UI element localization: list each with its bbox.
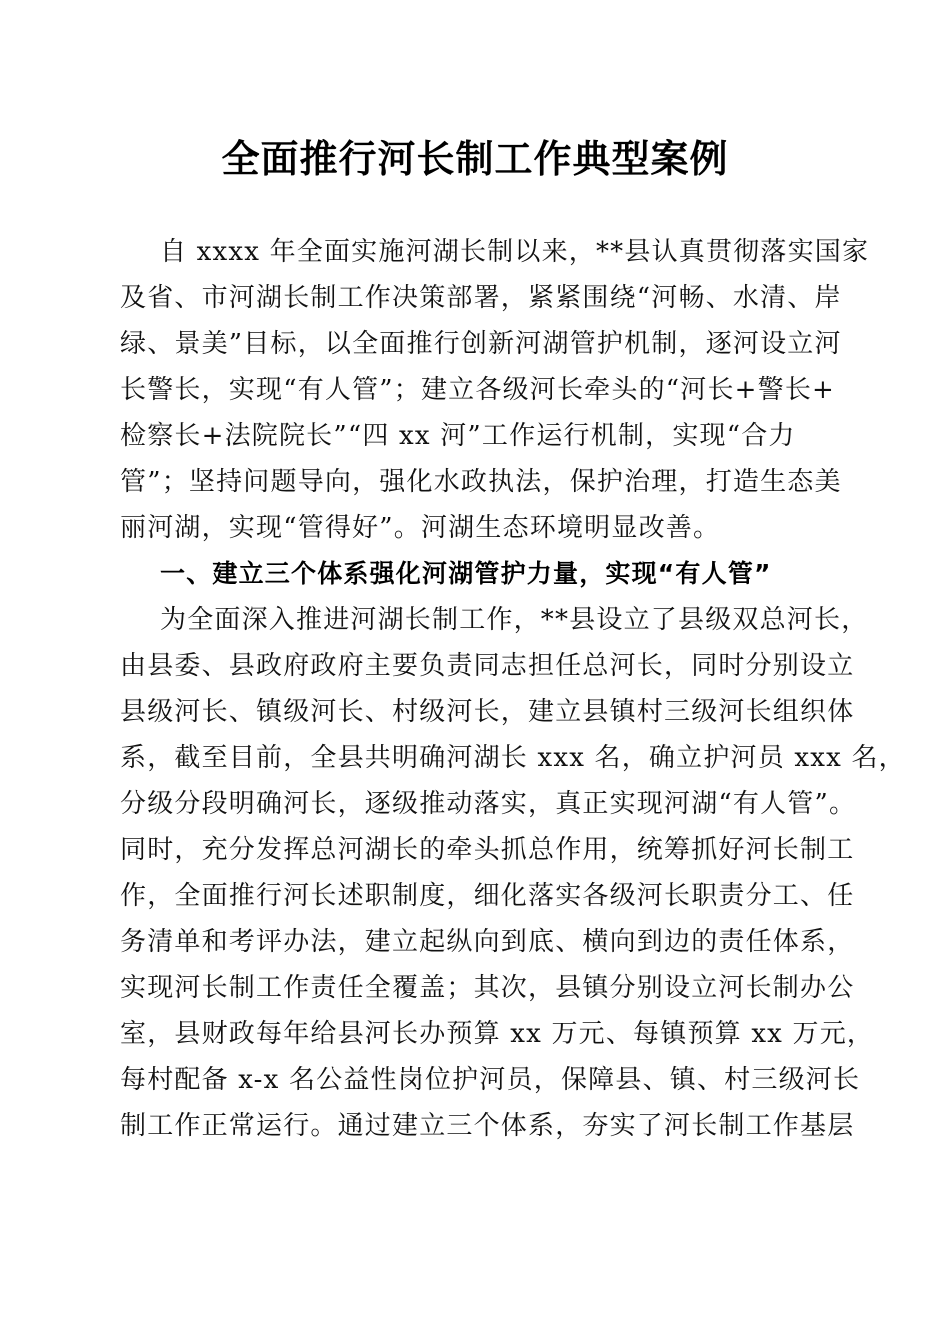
section-heading: 一、建立三个体系强化河湖管护力量，实现“有人管” [160,559,772,588]
paragraph-line: 县级河长、镇级河长、村级河长，建立县镇村三级河长组织体 [120,697,855,727]
paragraph-line: 室，县财政每年给县河长办预算 xx 万元、每镇预算 xx 万元， [120,1019,875,1049]
paragraph-line: 为全面深入推进河湖长制工作，**县设立了县级双总河长， [160,605,869,635]
paragraph-line: 自 xxxx 年全面实施河湖长制以来，**县认真贯彻落实国家 [160,237,870,267]
paragraph-line: 务清单和考评办法，建立起纵向到底、横向到边的责任体系， [120,927,855,957]
paragraph-line: 作，全面推行河长述职制度，细化落实各级河长职责分工、任 [120,881,855,911]
paragraph-line: 分级分段明确河长，逐级推动落实，真正实现河湖“有人管”。 [120,789,857,819]
paragraph-line: 长警长，实现“有人管”；建立各级河长牵头的“河长+警长+ [120,375,836,405]
paragraph-line: 同时，充分发挥总河湖长的牵头抓总作用，统筹抓好河长制工 [120,835,855,865]
paragraph-line: 实现河长制工作责任全覆盖；其次，县镇分别设立河长制办公 [120,973,855,1003]
paragraph-line: 及省、市河湖长制工作决策部署，紧紧围绕“河畅、水清、岸 [120,283,842,313]
paragraph-line: 由县委、县政府政府主要负责同志担任总河长，同时分别设立 [120,651,855,681]
paragraph-line: 管”；坚持问题导向，强化水政执法，保护治理，打造生态美 [120,467,842,497]
paragraph-line: 检察长+法院院长”“四 xx 河”工作运行机制，实现“合力 [120,421,796,451]
paragraph-line: 每村配备 x-x 名公益性岗位护河员，保障县、镇、村三级河长 [120,1065,861,1095]
paragraph-line: 制工作正常运行。通过建立三个体系，夯实了河长制工作基层 [120,1111,855,1141]
paragraph-line: 绿、景美”目标，以全面推行创新河湖管护机制，逐河设立河 [120,329,842,359]
document-title: 全面推行河长制工作典型案例 [221,136,729,181]
paragraph-line: 系，截至目前，全县共明确河湖长 xxx 名，确立护河员 xxx 名， [120,743,906,773]
paragraph-line: 丽河湖，实现“管得好”。河湖生态环境明显改善。 [120,513,721,543]
